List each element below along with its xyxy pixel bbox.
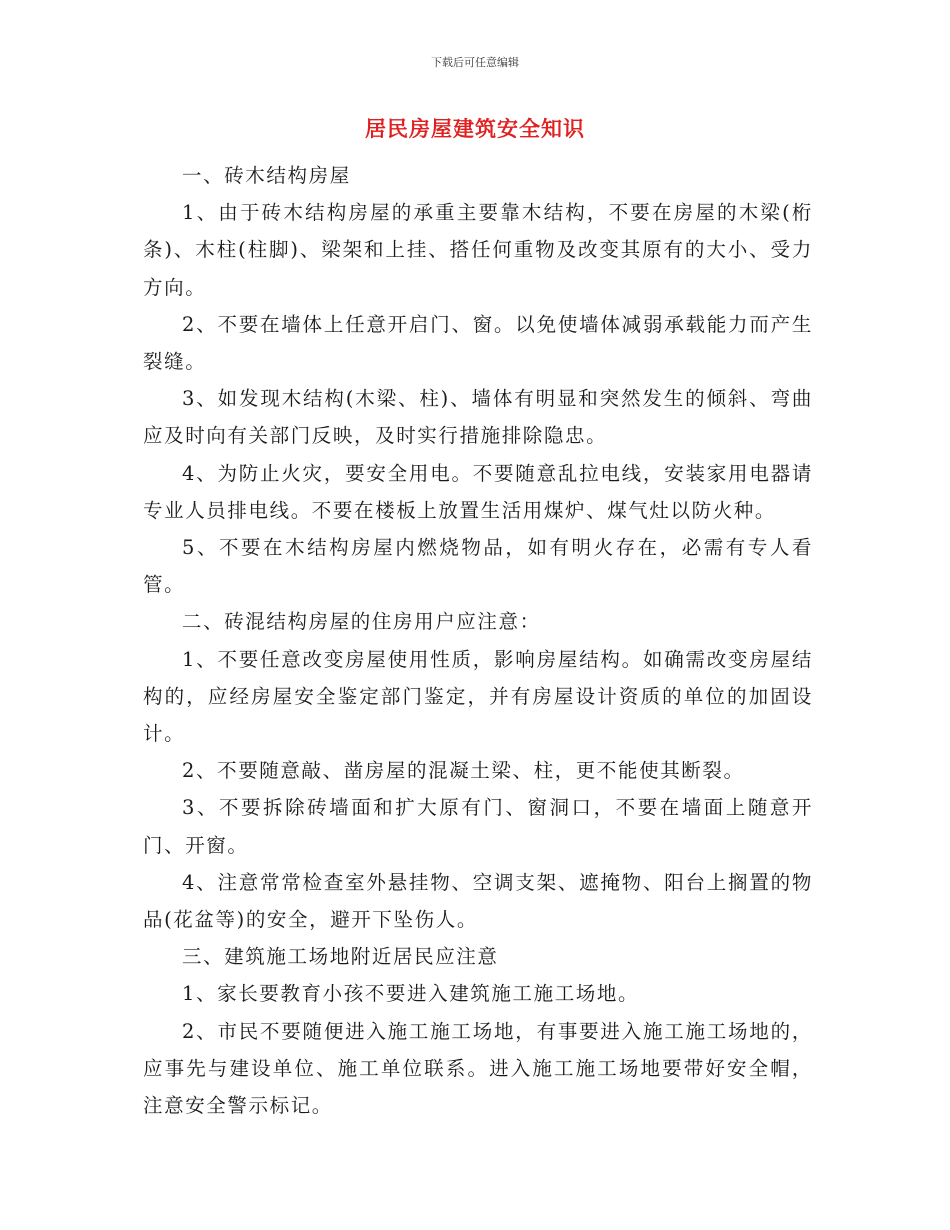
document-title: 居民房屋建筑安全知识	[365, 117, 585, 141]
page-header: 下载后可任意编辑	[431, 56, 519, 69]
section-heading-3: 三、建筑施工场地附近居民应注意	[182, 945, 499, 969]
section-heading-1: 一、砖木结构房屋	[182, 164, 351, 187]
paragraph: 4、注意常常检查室外悬挂物、空调支架、遮掩物、阳台上搁置的物品(花盆等)的安全，避开下坠伤人。	[143, 870, 813, 932]
paragraph: 2、不要在墙体上任意开启门、窗。以免使墙体减弱承载能力而产生裂缝。	[143, 312, 813, 374]
paragraph: 1、家长要教育小孩不要进入建筑施工施工场地。	[182, 982, 640, 1006]
paragraph: 4、为防止火灾，要安全用电。不要随意乱拉电线，安装家用电器请专业人员排电线。不要在楼板上放置生活用煤炉、煤气灶以防火种。	[143, 461, 813, 522]
paragraph: 3、如发现木结构(木梁、柱)、墙体有明显和突然发生的倾斜、弯曲应及时向有关部门反映，及时实行措施排除隐忠。	[143, 387, 813, 448]
document-body	[143, 157, 813, 1124]
paragraph: 1、由于砖木结构房屋的承重主要靠木结构，不要在房屋的木梁(桁条)、木柱(柱脚)、梁架和上挂、搭任何重物及改变其原有的大小、受力方向。	[143, 201, 813, 299]
paragraph: 1、不要任意改变房屋使用性质，影响房屋结构。如确需改变房屋结构的，应经房屋安全鉴定部门鉴定，并有房屋设计资质的单位的加固设计。	[143, 647, 813, 746]
paragraph: 2、市民不要随便进入施工施工场地，有事要进入施工施工场地的，应事先与建设单位、施工单位联系。进入施工施工场地要带好安全帽，注意安全警示标记。	[143, 1019, 813, 1118]
paragraph: 3、不要拆除砖墙面和扩大原有门、窗洞口，不要在墙面上随意开门、开窗。	[143, 796, 813, 857]
paragraph: 2、不要随意敲、凿房屋的混凝土梁、柱，更不能使其断裂。	[182, 759, 745, 783]
section-heading-2: 二、砖混结构房屋的住房用户应注意：	[182, 610, 541, 634]
paragraph: 5、不要在木结构房屋内燃烧物品，如有明火存在，必需有专人看管。	[143, 536, 813, 597]
